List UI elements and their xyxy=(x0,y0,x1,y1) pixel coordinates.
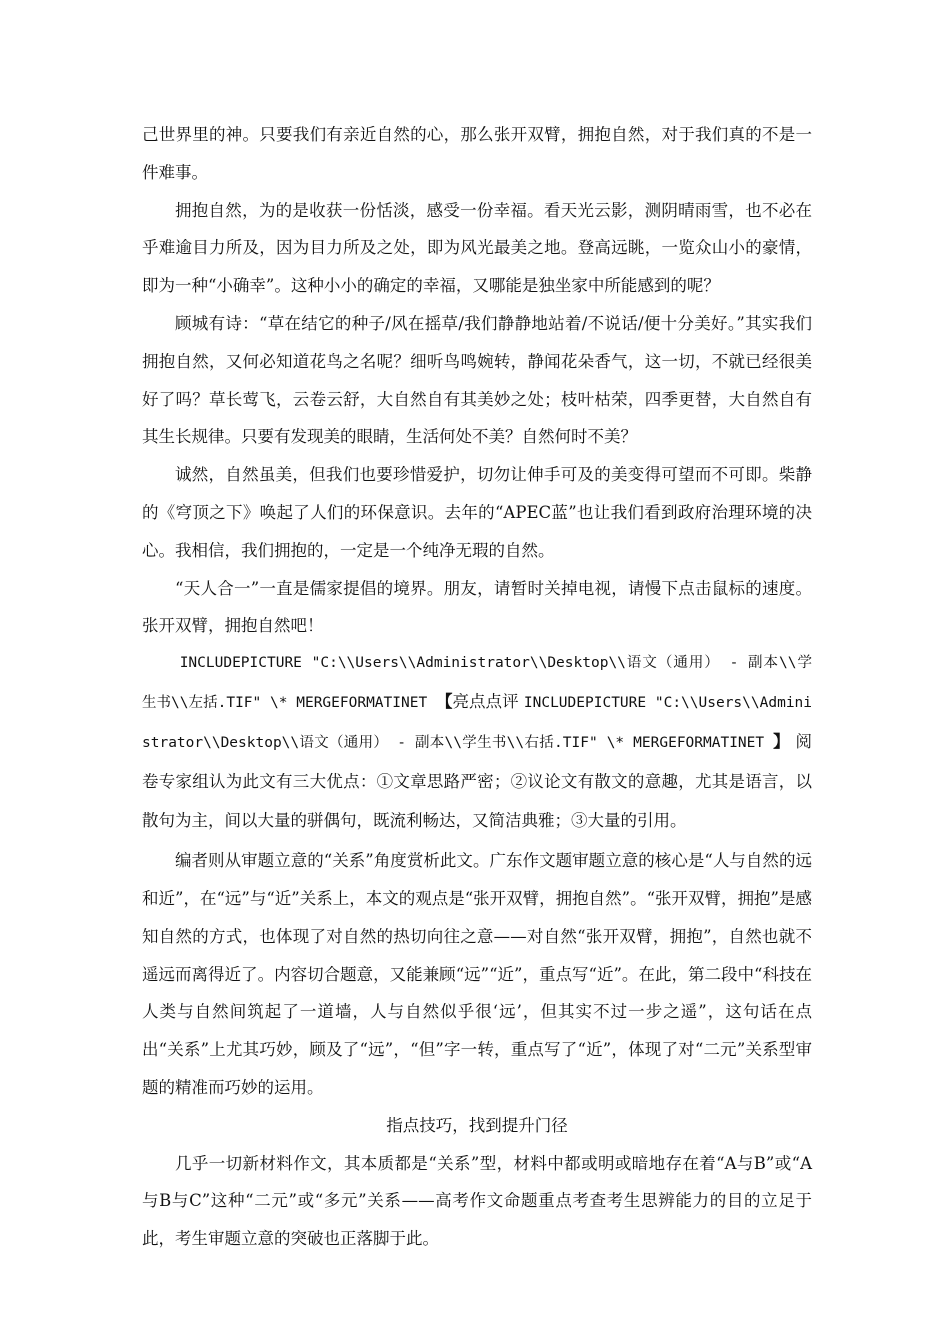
document-page xyxy=(142,116,812,1258)
paragraph-tips: 几乎一切新材料作文，其本质都是“关系”型，材料中都或明或暗地存在着“A与B”或“A与B与C”这种“二元”或“多元”关系——高考作文命题重点考查考生思辨能力的目的立足于此，考生审题立意的突破也正落脚于此。 xyxy=(142,1153,812,1249)
paragraph-conclusion: “天人合一”一直是儒家提倡的境界。朋友，请暂时关掉电视，请慢下点击鼠标的速度。张开双臂，拥抱自然吧！ xyxy=(142,578,812,636)
paragraph-editor-analysis: 编者则从审题立意的“关系”角度赏析此文。广东作文题审题立意的核心是“人与自然的远和近”，在“远”与“近”关系上，本文的观点是“张开双臂，拥抱自然”。“张开双臂，拥抱”是感知自然的方式，也体现了对自然的热切向往之意——对自然“张开双臂，拥抱”，自然也就不遥远而离得近了。内容切合题意，又能兼顾“远”“近”，重点写“近”。在此，第二段中“科技在人类与自然间筑起了一道墙，人与自然似乎很‘远’，但其实不过一步之遥”，这句话在点出“关系”上尤其巧妙，顾及了“远”，“但”字一转，重点写了“近”，体现了对“二元”关系型审题的精准而巧妙的运用。 xyxy=(142,851,812,1097)
paragraph-embrace-nature: 拥抱自然，为的是收获一份恬淡，感受一份幸福。看天光云影，测阴晴雨雪，也不必在乎难逾目力所及，因为目力所及之处，即为风光最美之地。登高远眺，一览众山小的豪情，即为一种“小确幸”。这种小小的确定的幸福，又哪能是独坐家中所能感到的呢？ xyxy=(142,200,812,296)
paragraph-continuation: 己世界里的神。只要我们有亲近自然的心，那么张开双臂，拥抱自然，对于我们真的不是一件难事。 xyxy=(142,125,812,182)
field-code-left-bracket: INCLUDEPICTURE "C:\\Users\\Administrator\\Desktop\\语文（通用） - 副本\\学生书\\左括.TIF" \* MERGEFORMATINET xyxy=(142,655,812,711)
bracket-open: 【 xyxy=(435,691,453,711)
paragraph-gu-cheng-poem: 顾城有诗：“草在结它的种子/风在摇草/我们静静地站着/不说话/便十分美好。”其实我们拥抱自然，又何必知道花鸟之名呢？细听鸟鸣婉转，静闻花朵香气，这一切，不就已经很美好了吗？草长莺飞，云卷云舒，大自然自有其美妙之处；枝叶枯荣，四季更替，大自然自有其生长规律。只要有发现美的眼睛，生活何处不美？自然何时不美？ xyxy=(142,313,812,447)
comment-text: 阅卷专家组认为此文有三大优点：①文章思路严密；②议论文有散文的意趣，尤其是语言，以散句为主，间以大量的骈偶句，既流利畅达，又简洁典雅；③大量的引用。 xyxy=(142,731,812,831)
field-code-right-bracket: INCLUDEPICTURE "C:\\Users\\Administrator\\Desktop\\语文（通用） - 副本\\学生书\\右括.TIF" \* MERGEFORMATINET xyxy=(142,694,813,751)
bracket-close: 】 xyxy=(773,731,790,751)
paragraph-protect-nature: 诚然，自然虽美，但我们也要珍惜爱护，切勿让伸手可及的美变得可望而不可即。柴静的《穹顶之下》唤起了人们的环保意识。去年的“APEC蓝”也让我们看到政府治理环境的决心。我相信，我们拥抱的，一定是一个纯净无瑕的自然。 xyxy=(142,465,812,560)
comment-title: 亮点点评 xyxy=(452,691,524,711)
highlight-comment-block xyxy=(142,645,812,842)
section-heading: 指点技巧，找到提升门径 xyxy=(386,1115,568,1135)
